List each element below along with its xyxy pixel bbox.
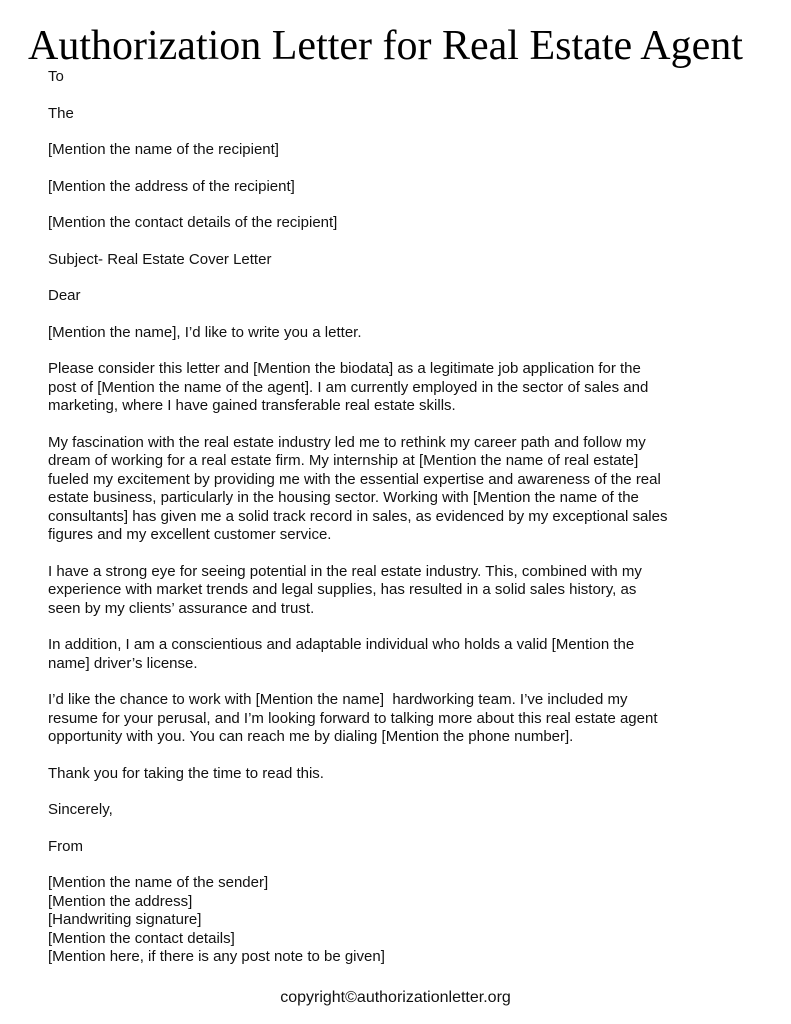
sender-name-placeholder: [Mention the name of the sender] bbox=[48, 874, 269, 891]
greeting-dear: Dear bbox=[48, 287, 81, 304]
body-paragraph-5: I’d like the chance to work with [Mention the name] hardworking team. I’ve included my resume for your perusal, and I’m looking forward to talking more about this real estate agent opportunity with you. You can reach me by dialing [Mention the phone number]. bbox=[48, 691, 662, 745]
body-paragraph-4: In addition, I am a conscientious and adaptable individual who holds a valid [Mention the name] driver’s license. bbox=[48, 636, 639, 672]
handwriting-signature-placeholder: [Handwriting signature] bbox=[48, 911, 202, 928]
recipient-line-to: To bbox=[48, 68, 64, 85]
signature-block bbox=[48, 874, 672, 967]
body-paragraph-1: Please consider this letter and [Mention the biodata] as a legitimate job application for the post of [Mention the name of the agent]. I am currently employed in the sector of sales and marketing, where I have gained transferable real estate skills. bbox=[48, 360, 653, 414]
letter-body bbox=[48, 68, 672, 967]
sender-contact-placeholder: [Mention the contact details] bbox=[48, 929, 235, 947]
subject-line: Subject- Real Estate Cover Letter bbox=[48, 250, 272, 268]
sender-address-placeholder: [Mention the address] bbox=[48, 892, 193, 910]
body-paragraph-2: My fascination with the real estate industry led me to rethink my career path and follow my dream of working for a real estate firm. My internship at [Mention the name of real estate] fueled my excitement by providing me with the essential expertise and awareness of the real estate business, particularly in the housing sector. Working with [Mention the name of the consultants] has given me a solid track record in sales, as evidenced by my exceptional sales figures and my excellent customer service. bbox=[48, 433, 672, 543]
recipient-line-the: The bbox=[48, 104, 74, 122]
thank-you-line: Thank you for taking the time to read this. bbox=[48, 764, 324, 782]
opening-line: [Mention the name], I’d like to write you a letter. bbox=[48, 323, 362, 341]
body-paragraph-3: I have a strong eye for seeing potential in the real estate industry. This, combined with my experience with market trends and legal supplies, has resulted in a solid sales history, as seen by my clients’ assurance and trust. bbox=[48, 562, 647, 617]
recipient-name-placeholder: [Mention the name of the recipient] bbox=[48, 141, 279, 158]
closing-sincerely: Sincerely, bbox=[48, 801, 113, 818]
recipient-contact-placeholder: [Mention the contact details of the recipient] bbox=[48, 214, 338, 231]
copyright-footer: copyright©authorizationletter.org bbox=[280, 989, 511, 1006]
page-title: Authorization Letter for Real Estate Agent bbox=[28, 23, 743, 69]
closing-from: From bbox=[48, 837, 83, 855]
recipient-address-placeholder: [Mention the address of the recipient] bbox=[48, 177, 295, 195]
post-note-placeholder: [Mention here, if there is any post note to be given] bbox=[48, 948, 385, 965]
